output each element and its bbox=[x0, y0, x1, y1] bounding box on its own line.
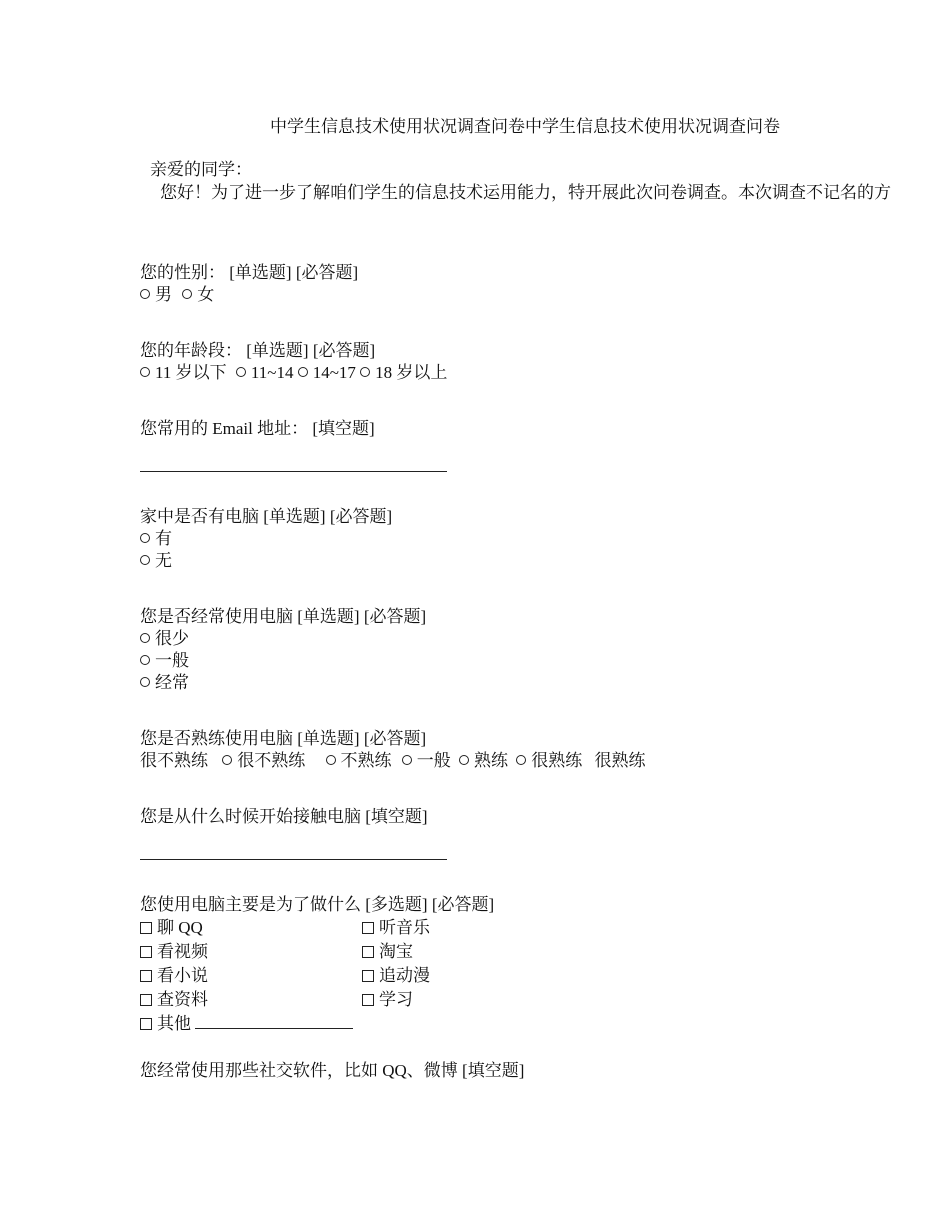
question-title: 家中是否有电脑 [单选题] [必答题] bbox=[140, 507, 393, 526]
other-answer-field[interactable] bbox=[195, 1014, 353, 1029]
option-no[interactable]: 无 bbox=[140, 550, 920, 572]
question-gender bbox=[140, 262, 920, 306]
radio-circle-icon[interactable] bbox=[326, 755, 336, 765]
option-age-11-14[interactable]: 11~14 bbox=[236, 362, 294, 384]
option-age-14-17[interactable]: 14~17 bbox=[298, 362, 356, 384]
intro-paragraph: 您好！为了进一步了解咱们学生的信息技术运用能力，特开展此次问卷调查。本次调查不记名的方 bbox=[160, 183, 891, 202]
options-row bbox=[140, 750, 920, 772]
option-unskilled[interactable]: 不熟练 bbox=[326, 750, 392, 772]
option-novels[interactable]: 看小说 bbox=[140, 964, 362, 988]
radio-circle-icon[interactable] bbox=[140, 633, 150, 643]
question-social-software bbox=[140, 1060, 920, 1082]
greeting: 亲爱的同学： bbox=[150, 160, 252, 179]
radio-circle-icon[interactable] bbox=[140, 655, 150, 665]
scale-left-label: 很不熟练 bbox=[140, 751, 208, 770]
checkbox-icon[interactable] bbox=[362, 994, 374, 1006]
option-average[interactable]: 一般 bbox=[402, 750, 451, 772]
email-answer-field[interactable] bbox=[140, 470, 447, 472]
questionnaire bbox=[140, 262, 920, 1116]
radio-circle-icon[interactable] bbox=[140, 367, 150, 377]
radio-circle-icon[interactable] bbox=[402, 755, 412, 765]
option-chat-qq[interactable]: 聊 QQ bbox=[140, 916, 362, 940]
question-title: 您使用电脑主要是为了做什么 [多选题] [必答题] bbox=[140, 895, 495, 914]
question-title: 您是否熟练使用电脑 [单选题] [必答题] bbox=[140, 729, 427, 748]
question-title: 您是从什么时候开始接触电脑 [填空题] bbox=[140, 807, 428, 826]
checkbox-icon[interactable] bbox=[140, 922, 152, 934]
option-often[interactable]: 经常 bbox=[140, 672, 920, 694]
radio-circle-icon[interactable] bbox=[360, 367, 370, 377]
question-email bbox=[140, 418, 920, 472]
question-start-time bbox=[140, 806, 920, 860]
checkbox-icon[interactable] bbox=[140, 970, 152, 982]
question-title: 您常用的 Email 地址： [填空题] bbox=[140, 419, 375, 438]
radio-circle-icon[interactable] bbox=[236, 367, 246, 377]
question-use-frequency bbox=[140, 606, 920, 694]
options-row bbox=[140, 362, 920, 384]
option-rarely[interactable]: 很少 bbox=[140, 628, 920, 650]
option-research[interactable]: 查资料 bbox=[140, 988, 362, 1012]
question-computer-at-home bbox=[140, 506, 920, 572]
question-purpose bbox=[140, 894, 920, 1036]
question-proficiency bbox=[140, 728, 920, 772]
question-title: 您的性别： [单选题] [必答题] bbox=[140, 263, 359, 282]
checkbox-icon[interactable] bbox=[140, 1018, 152, 1030]
question-title: 您是否经常使用电脑 [单选题] [必答题] bbox=[140, 607, 427, 626]
checkbox-icon[interactable] bbox=[140, 994, 152, 1006]
radio-circle-icon[interactable] bbox=[459, 755, 469, 765]
option-very-skilled[interactable]: 很熟练 bbox=[516, 750, 582, 772]
option-music[interactable]: 听音乐 bbox=[362, 916, 562, 940]
option-sometimes[interactable]: 一般 bbox=[140, 650, 920, 672]
checkbox-icon[interactable] bbox=[362, 970, 374, 982]
option-female[interactable]: 女 bbox=[182, 284, 214, 306]
option-age-under-11[interactable]: 11 岁以下 bbox=[140, 362, 227, 384]
radio-circle-icon[interactable] bbox=[140, 533, 150, 543]
option-male[interactable]: 男 bbox=[140, 284, 172, 306]
radio-circle-icon[interactable] bbox=[140, 555, 150, 565]
option-yes[interactable]: 有 bbox=[140, 528, 920, 550]
question-age bbox=[140, 340, 920, 384]
question-title: 您经常使用那些社交软件，比如 QQ、微博 [填空题] bbox=[140, 1061, 525, 1080]
document-title: 中学生信息技术使用状况调查问卷中学生信息技术使用状况调查问卷 bbox=[270, 117, 780, 136]
option-taobao[interactable]: 淘宝 bbox=[362, 940, 562, 964]
option-study[interactable]: 学习 bbox=[362, 988, 562, 1012]
radio-circle-icon[interactable] bbox=[516, 755, 526, 765]
radio-circle-icon[interactable] bbox=[222, 755, 232, 765]
option-skilled[interactable]: 熟练 bbox=[459, 750, 508, 772]
radio-circle-icon[interactable] bbox=[140, 677, 150, 687]
scale-right-label: 很熟练 bbox=[594, 751, 646, 770]
option-very-unskilled[interactable]: 很不熟练 bbox=[222, 750, 305, 772]
options-row bbox=[140, 284, 920, 306]
option-other[interactable]: 其他 bbox=[140, 1012, 362, 1036]
radio-circle-icon[interactable] bbox=[298, 367, 308, 377]
checkbox-icon[interactable] bbox=[362, 946, 374, 958]
checkbox-icon[interactable] bbox=[140, 946, 152, 958]
option-video[interactable]: 看视频 bbox=[140, 940, 362, 964]
radio-circle-icon[interactable] bbox=[140, 289, 150, 299]
option-anime[interactable]: 追动漫 bbox=[362, 964, 562, 988]
start-time-answer-field[interactable] bbox=[140, 858, 447, 860]
option-age-over-18[interactable]: 18 岁以上 bbox=[360, 362, 447, 384]
question-title: 您的年龄段： [单选题] [必答题] bbox=[140, 341, 376, 360]
purpose-options-grid bbox=[140, 916, 920, 1036]
radio-circle-icon[interactable] bbox=[182, 289, 192, 299]
checkbox-icon[interactable] bbox=[362, 922, 374, 934]
